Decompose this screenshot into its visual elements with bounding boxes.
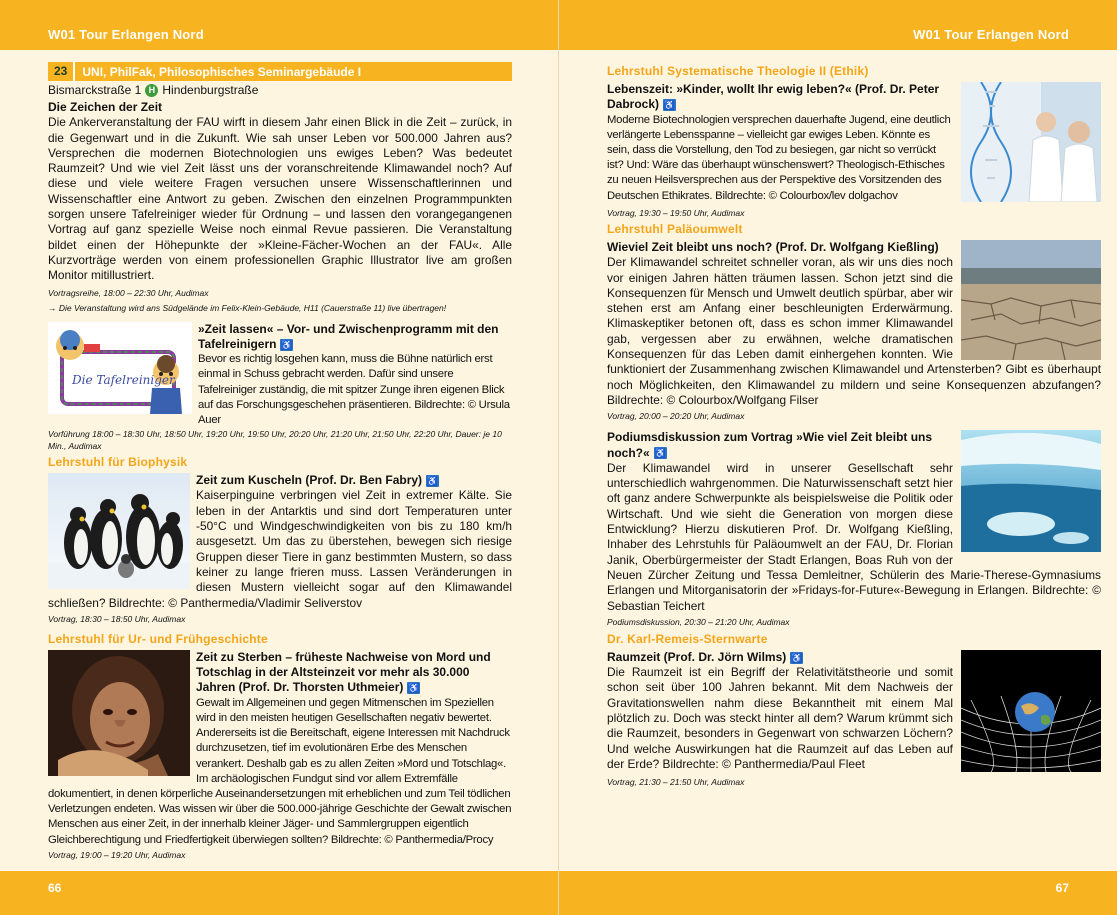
left-content [48, 62, 512, 865]
tafel-title: »Zeit lassen« – Vor- und Zwischenprogramm mit den Tafelreinigern ♿ [198, 321, 499, 351]
main-event-meta: Vortragsreihe, 18:00 – 22:30 Uhr, Audimax [48, 287, 209, 298]
palaeo-event [607, 222, 1101, 422]
accessibility-icon: ♿ [791, 652, 803, 663]
spacetime-image [961, 650, 1101, 772]
header-bar-right [559, 0, 1117, 50]
location-stop: Hindenburgstraße [162, 83, 259, 97]
location-name: UNI, PhilFak, Philosophisches Seminargebäude I [82, 64, 362, 79]
section-heading-palaeo: Lehrstuhl Paläoumwelt [607, 222, 743, 236]
footer-bar-left [0, 871, 558, 915]
main-event-title: Die Zeichen der Zeit [48, 100, 163, 114]
tafel-event [48, 322, 512, 453]
header-bar-left [0, 0, 558, 50]
section-heading-biophysik: Lehrstuhl für Biophysik [48, 455, 188, 470]
ethik-body: Moderne Biotechnologien versprechen dauerhafte Jugend, eine deutlich verlängerte Lebensspanne – vielleicht gar ewiges Leben. Könnte es sein, dass die Vorstellung, den Tod zu besiegen, gar nicht so verrückt ist? Und: Wäre das überhaupt wünschenswert? Theologisch-Ethisches zu neuen Heilsversprechen aus der Perspektive des Vorsitzenden des Deutschen Ethikrates. Bildrechte: © Colourbox/lev dolgachov [607, 113, 951, 202]
header-title-left: W01 Tour Erlangen Nord [48, 27, 204, 42]
biophysik-body: Kaiserpinguine verbringen viel Zeit in extremer Kälte. Sie leben in der Antarktis und sind dort Temperaturen unter -50°C und Windgeschwindigkeiten von bis zu 180 km/h ausgesetzt. Um das zu überstehen, bewegen sich riesige Gruppen dieser Tiere in ganz bestimmten Mustern, so dass keiner zu lange frieren muss. Lassen Veränderungen in diesen Mustern vielleicht sogar auf den Klimawandel schließen? Bildrechte: © Panthermedia/Vladimir Seliverstov [48, 488, 512, 610]
tafel-meta: Vorführung 18:00 – 18:30 Uhr, 18:50 Uhr, 19:20 Uhr, 19:50 Uhr, 20:20 Uhr, 21:20 Uhr, 21:50 Uhr, 22:20 Uhr, Dauer: je 10 Min., Audimax [48, 429, 502, 452]
palaeo-title: Wieviel Zeit bleibt uns noch? (Prof. Dr. Wolfgang Kießling) [607, 240, 939, 254]
caveman-image [48, 650, 190, 776]
podium-body: Der Klimawandel wird in unserer Gesellschaft sehr unterschiedlich wahrgenommen. Die Naturwissenschaft setzt hier oft ganz andere Schwerpunkte als beispielsweise die Politik oder Wirtschaft. Und wie sieht die Generation von morgen diese Entwicklung? Hierzu diskutieren Prof. Dr. Wolfgang Kießling, Inhaber des Lehrstuhls für Paläoumwelt an der FAU, Dr. Florian Janik, Oberbürgermeister der Stadt Erlangen, Boas Ruh von der Neuen Zürcher Zeitung und Tessa Demleitner, Schülerin des Marie-Therese-Gymnasiums Erlangen und Mitorganisatorin der »Fridays-for-Future«-Bewegung in Erlangen. Bildrechte: © Sebastian Teichert [607, 460, 1101, 613]
urgeschichte-meta: Vortrag, 19:00 – 19:20 Uhr, Audimax [48, 849, 186, 860]
bus-stop-icon: H [145, 84, 158, 97]
podium-title: Podiumsdiskussion zum Vortrag »Wie viel Zeit bleibt uns noch?« ♿ [607, 430, 933, 460]
page-right [558, 0, 1117, 915]
palaeo-body: Der Klimawandel schreitet schneller voran, als wir uns dies noch vor einigen Jahren hätten träumen lassen. Schon jetzt sind die Konsequenzen für Mensch und Umwelt deutlich spürbar, aber wir stehen erst am Anfang einer beschleunigten Erderwärmung. Klimaskeptiker betonen oft, dass es schon immer Klimawandel gab, vergessen aber zu erwähnen, welche dramatischen Konsequenzen für das Leben damit einhergehen konnten. Wie funktioniert der Zusammenhang zwischen Klimawandel und Artensterben? Gibt es überhaupt noch Möglichkeiten, den Klimawandel zu mildern und seine Konsequenzen abzufangen? Bildrechte: © Colourbox/Wolfgang Filser [607, 255, 1101, 407]
remeis-title: Raumzeit (Prof. Dr. Jörn Wilms) ♿ [607, 649, 803, 664]
location-number: 23 [48, 62, 75, 81]
tafel-body: Bevor es richtig losgehen kann, muss die Bühne natürlich erst einmal in Schuss gebracht werden. Dafür sind unsere Tafelreiniger zuständig, die mit spitzer Zunge ihren eigenen Blick auf das Forschungsgeschehen präsentieren. Bildrechte: © Ursula Auer [198, 353, 510, 426]
biophysik-meta: Vortrag, 18:30 – 18:50 Uhr, Audimax [48, 613, 186, 624]
penguins-image [48, 473, 190, 589]
accessibility-icon: ♿ [408, 683, 420, 694]
podium-event [607, 430, 1101, 628]
palaeo-meta: Vortrag, 20:00 – 20:20 Uhr, Audimax [607, 411, 745, 422]
header-title-right: W01 Tour Erlangen Nord [913, 27, 1069, 42]
remeis-event [607, 632, 1101, 788]
main-event [48, 100, 512, 314]
section-heading-urgeschichte: Lehrstuhl für Ur- und Frühgeschichte [48, 631, 268, 646]
footer-bar-right [559, 871, 1117, 915]
page-number-right: 67 [1055, 881, 1069, 895]
location-address-row [48, 83, 512, 97]
accessibility-icon: ♿ [281, 339, 293, 350]
tafelreiniger-image-text: Die Tafelreiniger [72, 372, 175, 387]
main-event-body: Die Ankerveranstaltung der FAU wirft in diesem Jahr einen Blick in die Zeit – zurück, in die Gegenwart und in die Zukunft. Wie sah unser Leben vor 500.000 Jahren aus? Versprechen die modernen Biotechnologien uns ewiges Leben? Was bedeutet Raumzeit? Und wie viel Zeit lässt uns der voranschreitende Klimawandel noch? Auf diese und viele weitere Fragen versuchen unsere Wissenschaftlerinnen und Wissenschaftler eine Antwort zu geben. Zwischen den einzelnen Programmpunkten sorgen unsere Tafelreiniger wieder für Ordnung – und lassen den vorangegangenen Vortrag auf ganz spezielle Weise noch einmal Revue passieren. Die Veranstaltung bildet einen der Höhepunkte der »Kleine-Fächer-Wochen an der FAU«. Alle Kurzvorträge werden von einem professionellen Graphic Illustrator live am großen Monitor mitillustriert. [48, 115, 512, 283]
accessibility-icon: ♿ [654, 448, 666, 459]
location-bar [48, 62, 512, 81]
section-heading-ethik: Lehrstuhl Systematische Theologie II (Ethik) [607, 64, 869, 78]
page-number-left: 66 [48, 881, 62, 895]
biophysik-event [48, 455, 512, 625]
ethik-event [607, 64, 1101, 219]
urgeschichte-title: Zeit zu Sterben – früheste Nachweise von Mord und Totschlag in der Altsteinzeit vor mehr als 30.000 Jahren (Prof. Dr. Thorsten Uthmeier) ♿ [196, 649, 491, 695]
biophysik-title: Zeit zum Kuscheln (Prof. Dr. Ben Fabry) ♿ [196, 473, 439, 488]
accessibility-icon: ♿ [426, 476, 439, 486]
accessibility-icon: ♿ [663, 100, 676, 111]
urgeschichte-body: Gewalt im Allgemeinen und gegen Mitmenschen im Speziellen wird in den meisten heutigen Gesellschaften negativ bewertet. Andererseits ist die Bereitschaft, eigene Interessen mit Nachdruck durchzusetzen, tief im evolutionären Erbe des Menschen verankert. Deshalb gab es zu allen Zeiten »Mord und Totschlag«. Im archäologischen Fundgut sind vor allem Extremfälle dokumentiert, in denen körperliche Auseinandersetzungen mit erheblichen und zum Teil tödlichen Verletzungen endeten. Was wissen wir über die 500.000-jährige Geschichte der Gewalt zwischen Menschen aus einer Zeit, in der innerhalb kleiner Jäger- und Sammlergruppen eigentlich Gleichberechtigung und Friedfertigkeit überwiegen sollten? Bildrechte: © Panthermedia/Procy [48, 696, 512, 846]
ethik-title: Lebenszeit: »Kinder, wollt Ihr ewig leben?« (Prof. Dr. Peter Dabrock) ♿ [607, 82, 940, 112]
lab-image [961, 82, 1101, 202]
section-heading-remeis: Dr. Karl-Remeis-Sternwarte [607, 631, 768, 646]
remeis-body: Die Raumzeit ist ein Begriff der Relativitätstheorie und somit schon seit über 100 Jahren bekannt. Mit dem Nachweis der Gravitationswellen nahm diese Bekanntheit mit einem Mal plötzlich zu. Doch was steckt hinter all dem? Warum krümmt sich die Raumzeit, besonders in Gegenwart von schwarzen Löchern? Und welche Auswirkungen hat die Raumzeit auf das Leben auf der Erde? Bildrechte: © Panthermedia/Paul Fleet [607, 665, 953, 771]
main-event-note: → Die Veranstaltung wird ans Südgelände im Felix-Klein-Gebäude, H11 (Cauerstraße 11) live übertragen! [48, 302, 447, 313]
location-address: Bismarckstraße 1 [48, 83, 142, 97]
podium-meta: Podiumsdiskussion, 20:30 – 21:20 Uhr, Audimax [607, 616, 790, 627]
right-content [607, 62, 1101, 865]
drought-image [961, 240, 1101, 360]
ice-image [961, 430, 1101, 552]
tafelreiniger-image [48, 322, 192, 414]
urgeschichte-event [48, 632, 512, 861]
ethik-meta: Vortrag, 19:30 – 19:50 Uhr, Audimax [607, 208, 745, 218]
remeis-meta: Vortrag, 21:30 – 21:50 Uhr, Audimax [607, 776, 745, 787]
page-left [0, 0, 558, 915]
